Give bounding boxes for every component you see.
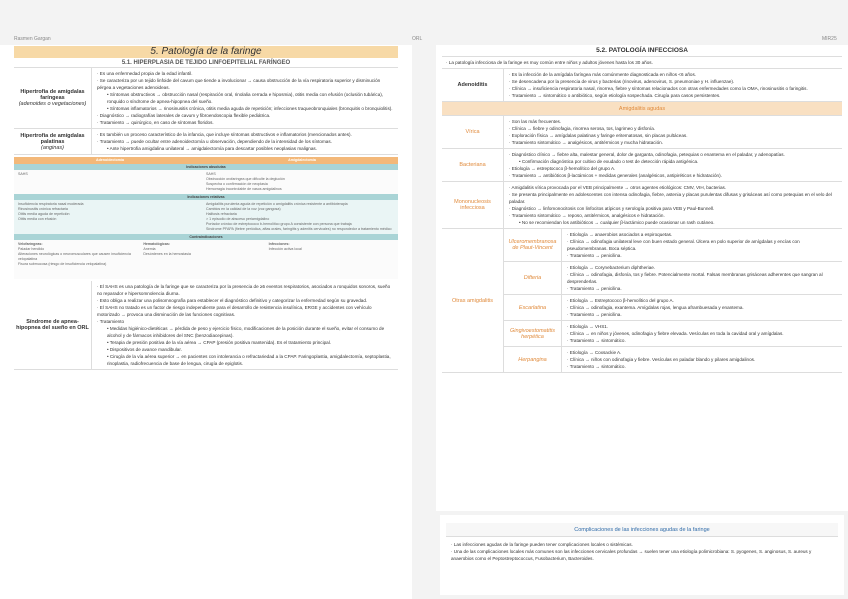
row-label: Bacteriana xyxy=(442,149,504,181)
otras-sub xyxy=(504,347,842,372)
cell: Portador crónico de estreptococo b-hemolítico grupo A consistente con persona que trabaja xyxy=(206,222,352,226)
text-line: · Tratamiento → antibióticos β-lactámicos + medidas generales (analgésicos, antipiréticos e hidratación). xyxy=(509,173,722,178)
text-line: · Clínica → odinofagia unilateral leve con buen estado general. Úlcera en polo superior de amígdalas y encías con pseudomembranas. Boca séptica. xyxy=(567,239,800,251)
cell: Otitis media aguda de repetición xyxy=(18,212,70,216)
table-header: Amigdalectomía xyxy=(288,158,316,162)
text-line: · Es también un proceso característico de la infancia, que incluye síntomas obstructivos e inflamatorios (mencionados antes). xyxy=(97,132,352,137)
cell: Anemia xyxy=(143,247,156,251)
text-line: • Medidas higiénico-dietéticas → pérdida de peso y ejercicio físico, modificaciones de la posición durante el sueño, evitar el consumo de alcohol y de fármacos inhibidores del SNC (benzodiacepinas). xyxy=(107,326,385,338)
cell: SAHS xyxy=(206,172,216,176)
text-line: · El SAHS es una patología de la faringe que se caracteriza por la presencia de ≥5 eventos respiratorios, asociados a ronquidos sonoros, sueño no reparador e hipersomnolencia diurna. xyxy=(97,284,391,296)
header-left: Rasmen Garg​an xyxy=(14,36,51,42)
sub-label: Ulceromembranosa de Plaut-Vincent xyxy=(504,229,562,261)
text-line: · Etiología → anaerobios asociados a espiroquetas. xyxy=(567,232,673,237)
section-subtitle: 5.1. HIPERPLASIA DE TEJIDO LINFOEPITELIAL FARÍNGEO xyxy=(14,58,398,68)
otras-sub xyxy=(504,295,842,321)
text-line: · El SAHS no tratado es un factor de riesgo independiente para el desarrollo de resistencia insulínica, ERGE y accidentes con vehículo motorizado → provoca una disminución de las funciones cognitivas. xyxy=(97,305,372,317)
text-line: • Cirugía de la vía aérea superior → en pacientes con intolerancia o refractariedad a la CPAP. Faringoplastia, amigdalectomía, septoplastia, rinoplastia, radiofrecuencia de base de lengua, cirugía de epiglotis. xyxy=(107,354,391,366)
text-line: · Tratamiento → quirúrgico, en caso de síntomas floridos. xyxy=(97,120,214,125)
section-title: 5.2. PATOLOGÍA INFECCIOSA xyxy=(442,45,842,57)
bacteriana-row xyxy=(442,149,842,182)
text-line: · Tratamiento sintomático → reposo, antitérmicos, analgésicos e hidratación. xyxy=(509,213,665,218)
complications-box xyxy=(440,515,844,595)
row-label: Hipertrofia de amígdalas faríngeas xyxy=(20,89,85,101)
text-line: · Diagnóstico → linfomonocitosis con linfocitos atípicos y serología positiva para VEB y Paul-Bunnell. xyxy=(509,206,715,211)
adenoid-row xyxy=(14,68,398,129)
right-page xyxy=(436,45,848,511)
otras-sub xyxy=(504,321,842,347)
text-line: · Clínica → odinofagia, disfonía, tos y fiebre. Potencialmente mortal. Falsas membranas grisáceas adherentes que sangran al desprenderlas. xyxy=(567,272,823,284)
text-line: · Es una enfermedad propia de la edad infantil. xyxy=(97,71,193,76)
cell: Rinosinusitis crónica refractaria xyxy=(18,207,68,211)
text-line: · Amigdalitis vírica provocada por el VEB principalmente → otros agentes etiológicos: CMV, VIH, bacterias. xyxy=(509,185,727,190)
cell: Insuficiencia respiratoria nasal moderada xyxy=(18,202,84,206)
row-note: (anginas) xyxy=(41,144,64,151)
cell: Fisura submucosa (riesgo de insuficiencia velopalatina) xyxy=(18,262,107,266)
cell: Síndrome PFAPA (fiebre periódica, aftas orales, faringitis y adenitis cervicales) no respondedor a tratamiento médico xyxy=(206,227,392,231)
header-right: MIR25 xyxy=(822,36,837,42)
otras-row xyxy=(442,229,842,373)
text-line: · Es la infección de la amígdala faríngea más comúnmente diagnosticada en niños <6 años. xyxy=(509,72,697,77)
otras-sub xyxy=(504,229,842,262)
band-label: Indicaciones absolutas xyxy=(14,164,398,170)
surgery-table xyxy=(14,157,398,279)
complications-title: Complicaciones de las infecciones agudas de la faringe xyxy=(446,523,838,537)
text-line: · Clínica → fiebre y odinofagia, rinorrea serosa, tos, lagrimeo y disfonía. xyxy=(509,126,656,131)
cell: Infecciones: xyxy=(268,242,290,246)
cell: Cambios en la calidad de la voz (voz gangosa) xyxy=(206,207,281,211)
otras-sub xyxy=(504,262,842,295)
cell: Sospecha o confirmación de neoplasia xyxy=(206,182,268,186)
text-line: • No se recomiendan los antibióticos → cualquier β-lactámico puede ocasionar un rash cutáneo. xyxy=(519,220,715,225)
sub-label: Escarlatina xyxy=(504,295,562,320)
text-line: · Etiología → estreptococo β-hemolítico del grupo A. xyxy=(509,166,616,171)
table-header: Adenoidectomía xyxy=(96,158,124,162)
text-line: · Tratamiento → penicilina. xyxy=(567,312,622,317)
text-line: · Tratamiento → puede ocultar entre adenoidectomía u observación, dependiendo de la intensidad de los síntomas. xyxy=(97,139,332,144)
cell: Alteraciones neurológicas o neuromusculares que causen insuficiencia velopalatina xyxy=(18,252,131,261)
text-line: • Síntomas obstructivos → obstrucción nasal (respiración oral, rinolalia cerrada e hiposmia), otitis media con efusión (oclusión tubárica), ronquido o síndrome de apnea-hipopnea del sueño. xyxy=(107,92,384,104)
cell: Hemorragia incontrolable de vasos amigdalinos xyxy=(206,187,282,191)
sub-label: Difteria xyxy=(504,262,562,294)
text-line: • Síntomas inflamatorios → rinosinusitis crónica, otitis media aguda de repetición; infecciones traqueobronquiales (bronquitis o bronquiolitis). xyxy=(107,106,393,111)
cell: Paladar hendido xyxy=(18,247,45,251)
text-line: • Dispositivos de avance mandibular. xyxy=(107,347,182,352)
cell: > 1 episodio de absceso periamigdalino xyxy=(206,217,270,221)
text-line: · Etiología → Estreptococo β-hemolítico del grupo A. xyxy=(567,298,674,303)
text-line: · Etiología → Corynebacterium diphtheriae. xyxy=(567,265,656,270)
text-line: · Diagnóstico clínico → fiebre alta, malestar general, dolor de garganta, odinofagia, petequias o enantema en el paladar, y adenopatías. xyxy=(509,152,785,157)
sub-label: Gingivoestomatitis herpética xyxy=(504,321,562,346)
text-line: · Las infecciones agudas de la faringe pueden tener complicaciones locales o sistémicas. xyxy=(451,542,633,547)
row-label: Vírica xyxy=(442,116,504,148)
row-label: Adenoiditis xyxy=(442,69,504,101)
row-label: Otras amigdalitis xyxy=(442,229,504,372)
text-line: · Tratamiento → sintomático. xyxy=(567,364,626,369)
row-note: (adenoides o vegetaciones) xyxy=(18,101,87,107)
band-label: Contraindicaciones xyxy=(14,234,398,240)
cell: Hematológicas: xyxy=(143,242,171,246)
text-line: · Tratamiento → penicilina. xyxy=(567,286,622,291)
text-line: · Diagnóstico → radiografías laterales de cavum y fibroendoscopia flexible pediátrica. xyxy=(97,113,271,118)
cell: Velofaríngeas: xyxy=(18,242,43,246)
cell: Desórdenes en la hemostasia xyxy=(143,252,191,256)
tonsil-row xyxy=(14,129,398,155)
text-line: · Tratamiento → sintomático. xyxy=(567,338,626,343)
text-line: • Ante hipertrofia amigdalina unilateral → amigdalectomía para descartar posibles neoplasias malignas. xyxy=(107,146,317,151)
text-line: · Se desencadena por la presencia de virus y bacterias (rinovirus, adenovirus, S. pneumoniae y H. influenzae). xyxy=(509,79,735,84)
page-title: 5. Patología de la faringe xyxy=(14,46,398,58)
text-line: · Una de las complicaciones locales más comunes son las infecciones cervicales profundas → suelen tener una etiología polimicrobiana: S. pyogenes, S. anginosus, S. aureus y anaerobios como el Peptostreptococcus, Fusobacterium, Bacteroides. xyxy=(451,549,812,561)
text-line: · Tratamiento xyxy=(97,319,125,324)
cell: SAHS xyxy=(18,172,28,176)
row-label: Mononucleosis infecciosa xyxy=(442,182,504,228)
text-line: · Clínica → niños con odinofagia y fiebre. Vesículas en paladar blando y pilares amigdalinos. xyxy=(567,357,756,362)
text-line: · Clínica → odinofagia, exantema. Amígdalas rojas, lengua aframbuesada y enantema. xyxy=(567,305,744,310)
text-line: · Son las más frecuentes. xyxy=(509,119,562,124)
cell: Otitis media con efusión xyxy=(18,217,57,221)
text-line: · Tratamiento → penicilina. xyxy=(567,253,622,258)
text-line: · Clínica → insuficiencia respiratoria nasal, rinorrea, fiebre y síntomas relacionados con otras enfermedades como la OMA, rinosinusitis o faringitis. xyxy=(509,86,808,91)
text-line: • Terapia de presión positiva de la vía aérea → CPAP (presión positiva mantenida). Es el tratamiento principal. xyxy=(107,340,332,345)
text-line: • Confirmación diagnóstica por cultivo de exudado o test de detección rápida antigénica. xyxy=(519,159,699,164)
cell: Halitosis refractaria xyxy=(206,212,237,216)
row-label: Síndrome de apnea-hipopnea del sueño en ORL xyxy=(16,319,89,331)
text-line: · Se caracteriza por un tejido linfoide del cavum que tiende a involucionar → causa obstrucción de la vía respiratoria superior y disminución pérgea a vegetaciones adenoideas. xyxy=(97,78,381,90)
text-line: · Tratamiento sintomático → analgésicos, antitérmicos y mucha hidratación. xyxy=(509,140,663,145)
mono-row xyxy=(442,182,842,229)
subsection-title: Amigdalitis agudas xyxy=(442,102,842,116)
band-label: Indicaciones relativas xyxy=(14,194,398,200)
left-page xyxy=(0,45,412,599)
text-line: · Exploración física → amígdalas palatinas y faringe eritematosas, sin placas pultáceas. xyxy=(509,133,688,138)
cell: Obstrucción orofaríngea que dificulte la deglución xyxy=(206,177,285,181)
text-line: · Esto obliga a realizar una polisomnografía para establecer el diagnóstico definitivo y categorizar la enfermedad según su gravedad. xyxy=(97,298,368,303)
header-center: ORL xyxy=(412,36,423,42)
sub-label: Herpangina xyxy=(504,347,562,372)
virica-row xyxy=(442,116,842,149)
text-line: · Tratamiento → sintomático o antibiótico, según etiología sospechada. Cirugía para casos persistentes. xyxy=(509,93,721,98)
text-line: · Se presenta principalmente en adolescentes con intensa odinofagia, fiebre, astenia y placas purulentas difusas y grisáceas así como petequias en el velo del paladar. xyxy=(509,192,832,204)
sahs-row xyxy=(14,281,398,370)
intro-text: · La patología infecciosa de la faringe es muy común entre niños y adultos jóvenes hasta los 30 años. xyxy=(442,57,842,69)
text-line: · Etiología → VHS1. xyxy=(567,324,609,329)
text-line: · Clínica → en niños y jóvenes, odinofagia y fiebre elevada. Vesículas en toda la cavidad oral y amígdalas. xyxy=(567,331,784,336)
adenoiditis-row xyxy=(442,69,842,102)
text-line: · Etiología → Coxsackie A. xyxy=(567,350,622,355)
row-label: Hipertrofia de amígdalas palatinas xyxy=(20,132,85,145)
cell: Infección activa local xyxy=(268,247,302,251)
cell: Amigdalitis purulenta aguda de repetición o amigdalitis crónica resistente a antibioterapia xyxy=(206,202,348,206)
